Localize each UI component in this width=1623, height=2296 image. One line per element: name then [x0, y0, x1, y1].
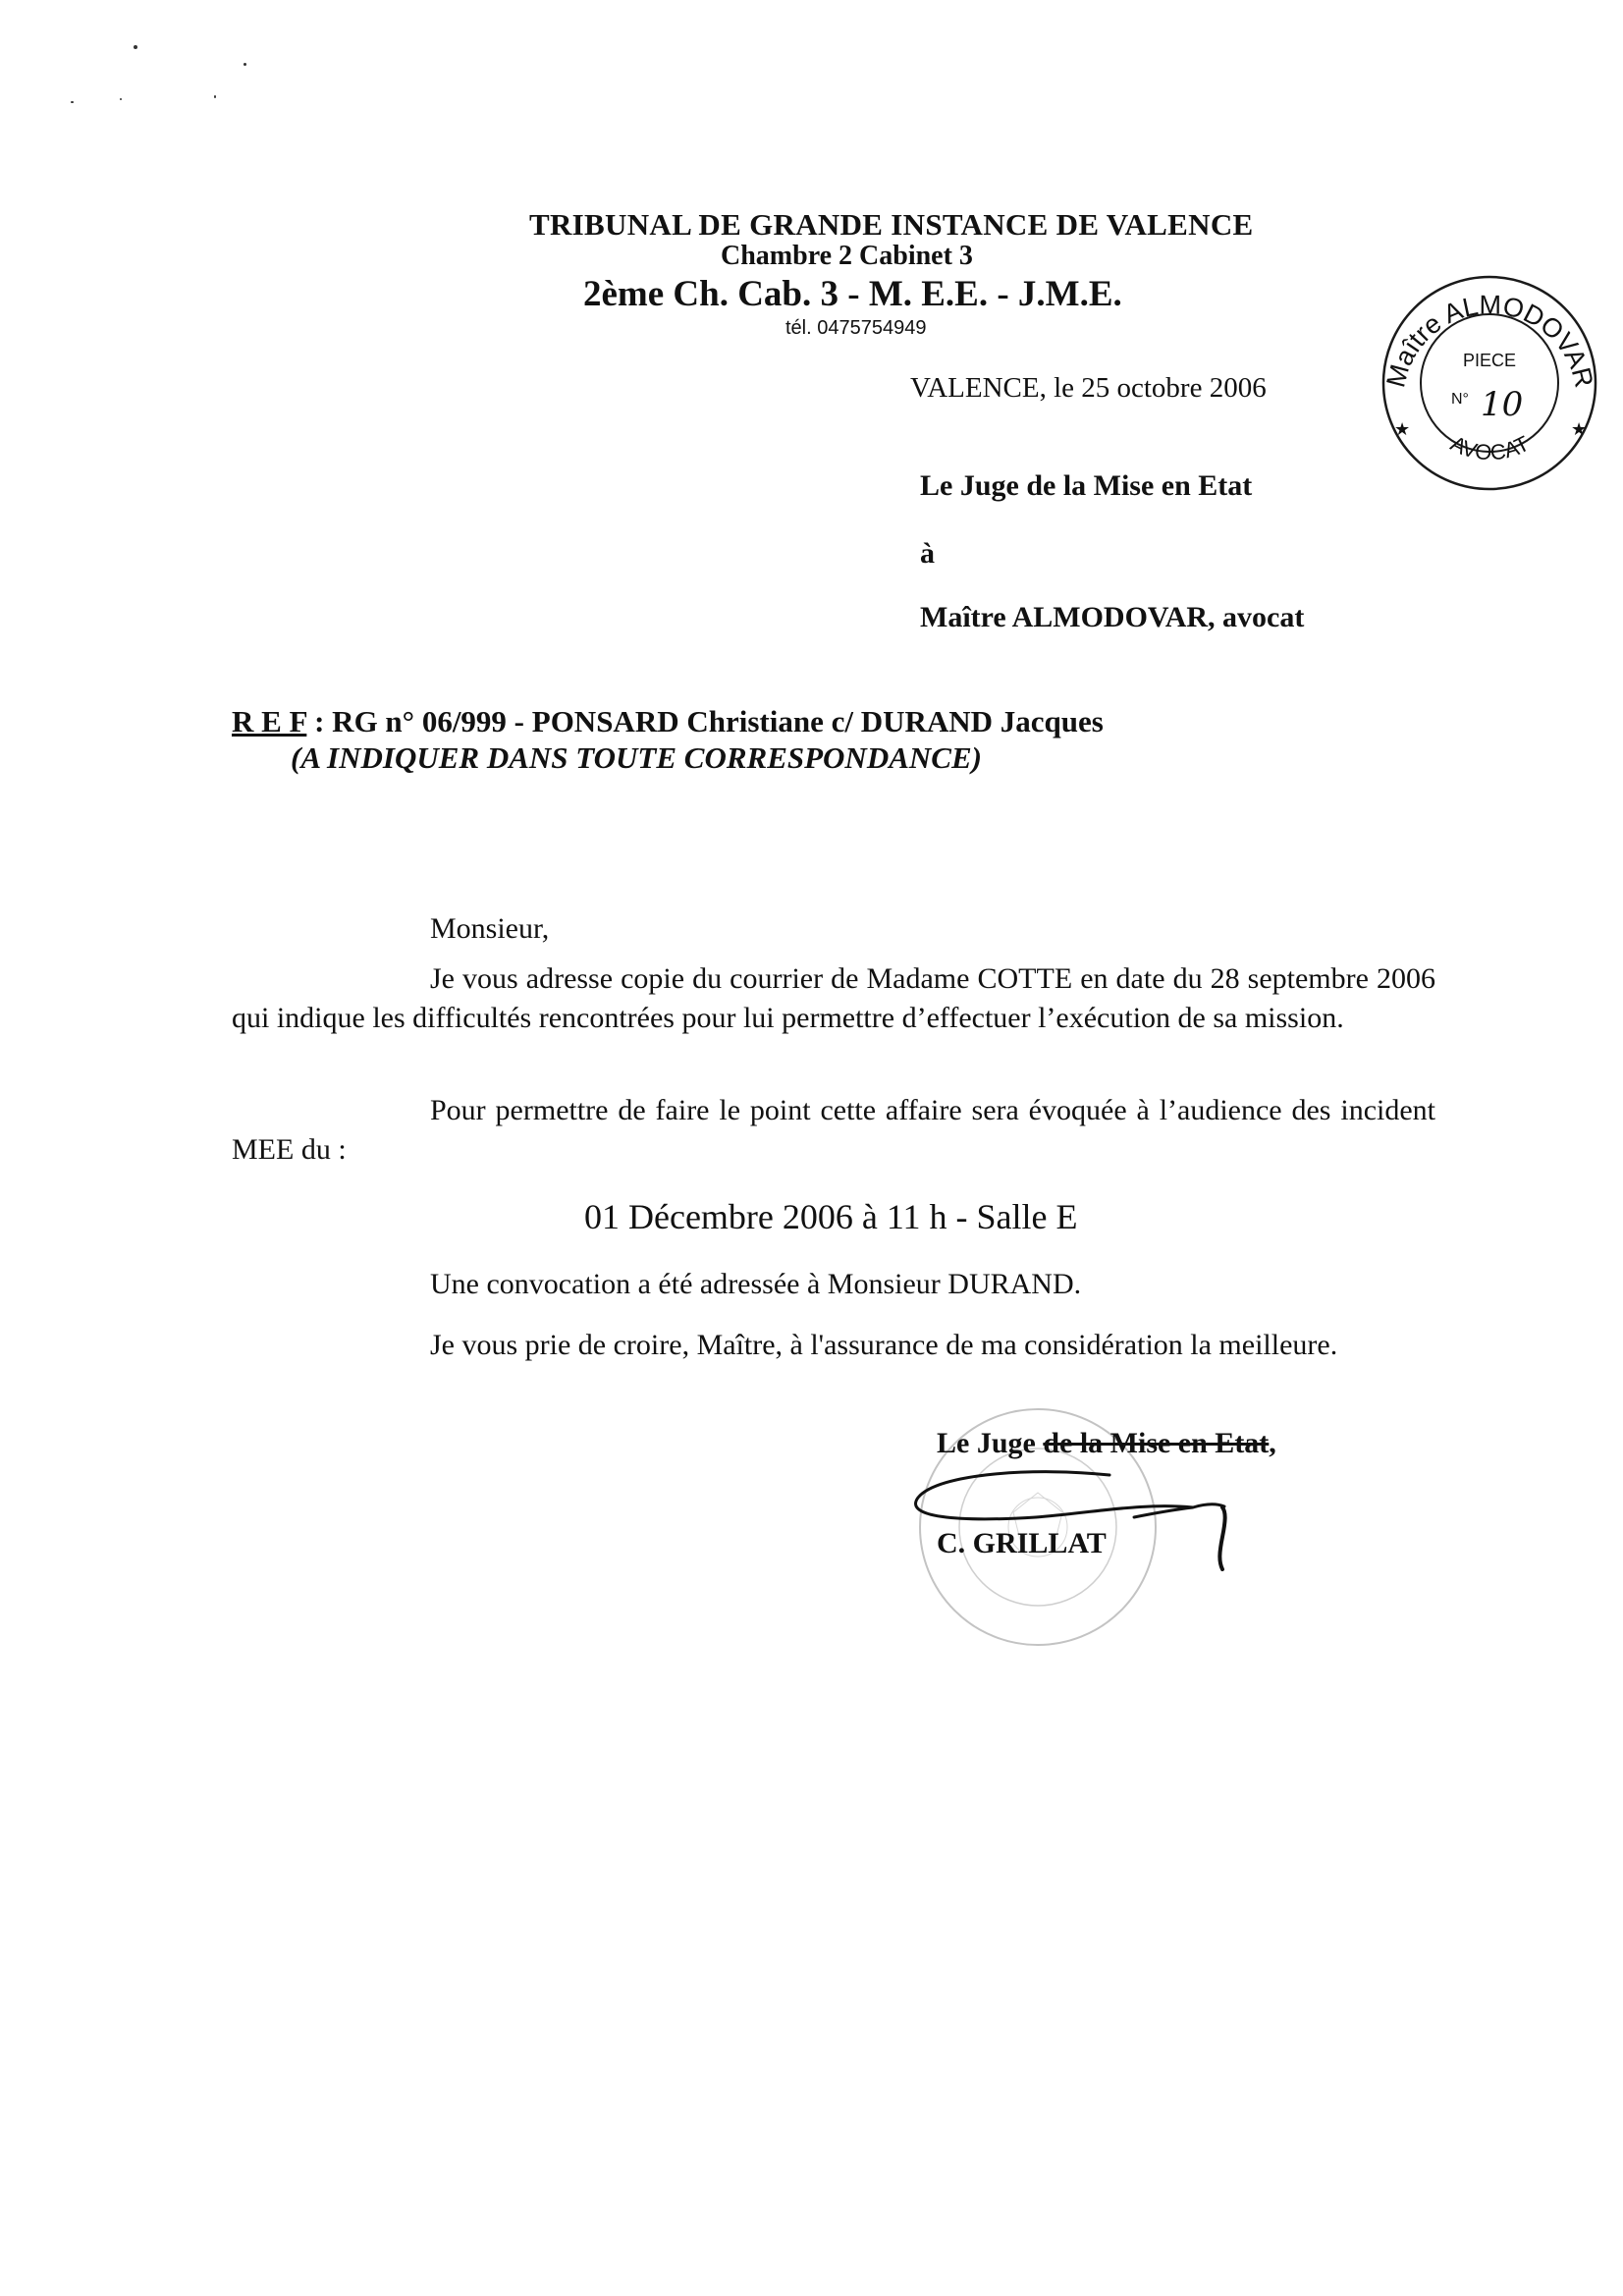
star-icon: ★	[1571, 419, 1588, 439]
signature-title-plain: Le Juge	[937, 1427, 1044, 1459]
division-line: 2ème Ch. Cab. 3 - M. E.E. - J.M.E.	[583, 274, 1122, 314]
date-line: VALENCE, le 25 octobre 2006	[910, 372, 1267, 404]
stamp-piece-number: 10	[1481, 385, 1524, 424]
scan-speck	[214, 95, 216, 98]
signature-title	[937, 1427, 1276, 1460]
chamber-line: Chambre 2 Cabinet 3	[721, 241, 973, 271]
lawyer-stamp	[1375, 268, 1605, 499]
stamp-piece-label: PIECE	[1462, 351, 1517, 370]
addressing-to-prefix: à	[920, 537, 935, 570]
sender-title: Le Juge de la Mise en Etat	[920, 469, 1253, 502]
closing-line: Je vous prie de croire, Maître, à l'assurance de ma considération la meilleure.	[430, 1329, 1338, 1361]
reference-line	[232, 704, 1104, 739]
svg-text:Maître ALMODOVAR	[1380, 290, 1598, 390]
salutation: Monsieur,	[430, 912, 550, 945]
court-seal-text	[0, 0, 1, 1]
svg-text:AVOCAT	[1447, 431, 1534, 465]
signature-title-struck: de la Mise en Etat	[1043, 1427, 1270, 1459]
body-paragraph-2: Pour permettre de faire le point cette affaire sera évoquée à l’audience des incident MEE du :	[232, 1094, 1435, 1166]
reference-value: : RG n° 06/999 - PONSARD Christiane c/ DURAND Jacques	[306, 704, 1104, 738]
star-icon: ★	[1394, 419, 1411, 439]
hearing-date: 01 Décembre 2006 à 11 h - Salle E	[584, 1197, 1078, 1236]
stamp-top-text: Maître ALMODOVAR	[1380, 290, 1599, 391]
court-name: TRIBUNAL DE GRANDE INSTANCE DE VALENCE	[529, 207, 1254, 242]
convocation-line: Une convocation a été adressée à Monsieur DURAND.	[430, 1268, 1082, 1300]
scan-speck	[120, 98, 122, 100]
scan-speck	[71, 101, 74, 103]
stamp-number-label: N°	[1451, 391, 1469, 408]
reference-note: (A INDIQUER DANS TOUTE CORRESPONDANCE)	[291, 740, 982, 775]
phone-line: tél. 0475754949	[785, 317, 927, 339]
body-paragraph-1: Je vous adresse copie du courrier de Madame COTTE en date du 28 septembre 2006 qui indique les difficultés rencontrées pour lui permettre d’effectuer l’exécution de sa mission.	[232, 962, 1435, 1034]
scan-speck	[134, 45, 137, 49]
reference-key: R E F	[232, 704, 307, 738]
signature-title-end: ,	[1269, 1427, 1276, 1459]
signatory-name: C. GRILLAT	[937, 1527, 1107, 1559]
stamp-bottom-text: AVOCAT	[1446, 430, 1534, 465]
recipient: Maître ALMODOVAR, avocat	[920, 601, 1305, 633]
scan-speck	[243, 63, 246, 66]
